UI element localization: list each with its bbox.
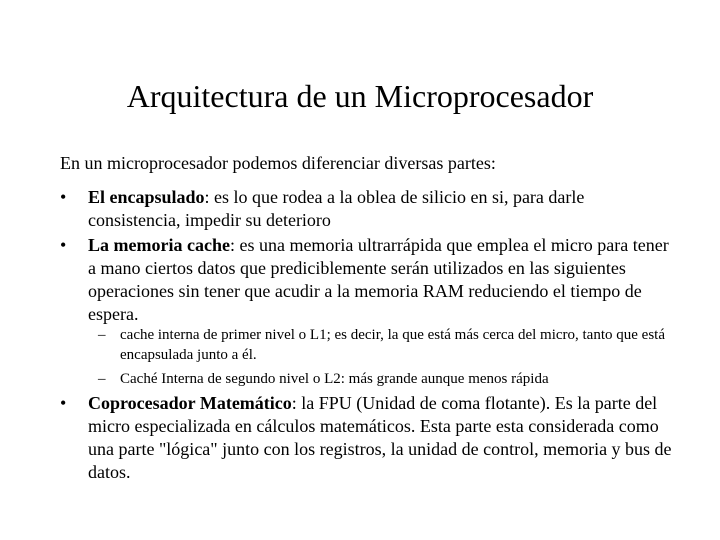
subbullet-cache-l1 [98, 325, 678, 365]
subbullet-mark: – [98, 371, 106, 387]
bullet-mark: • [60, 187, 67, 207]
bullet-coprocesador [60, 392, 680, 484]
bullet-term: El encapsulado [88, 187, 205, 207]
bullet-term: Coprocesador Matemático [88, 393, 292, 413]
bullet-mark: • [60, 235, 67, 255]
subbullet-text: Caché Interna de segundo nivel o L2: más grande aunque menos rápida [120, 371, 549, 387]
subbullet-mark: – [98, 327, 106, 343]
bullet-encapsulado [60, 186, 680, 232]
bullet-text [88, 234, 680, 326]
slide-title: Arquitectura de un Microprocesador [126, 78, 594, 114]
bullet-text [88, 392, 680, 484]
bullet-term: La memoria cache [88, 235, 230, 255]
subbullet-cache-l2 [98, 369, 678, 389]
intro-text: En un microprocesador podemos diferenciar diversas partes: [60, 153, 496, 173]
bullet-mark: • [60, 393, 67, 413]
bullet-text [88, 186, 680, 232]
bullet-description: : es una memoria ultrarrápida que emplea el micro para tener a mano ciertos datos que prediciblemente serán utilizados en las siguientes operaciones sin tener que acudir a la memoria RAM reduciendo el tiempo de espera. [88, 235, 669, 324]
bullet-memoria-cache [60, 234, 680, 326]
bullet-description: : es lo que rodea a la oblea de silicio en si, para darle consistencia, impedir su deterioro [88, 187, 585, 230]
bullet-description: : la FPU (Unidad de coma flotante). Es la parte del micro especializada en cálculos matemáticos. Esta parte esta considerada como una parte "lógica" junto con los registros, la unidad de control, memoria y bus de datos. [88, 393, 672, 482]
subbullet-text: cache interna de primer nivel o L1; es decir, la que está más cerca del micro, tanto que está encapsulada junto a él. [120, 327, 665, 363]
